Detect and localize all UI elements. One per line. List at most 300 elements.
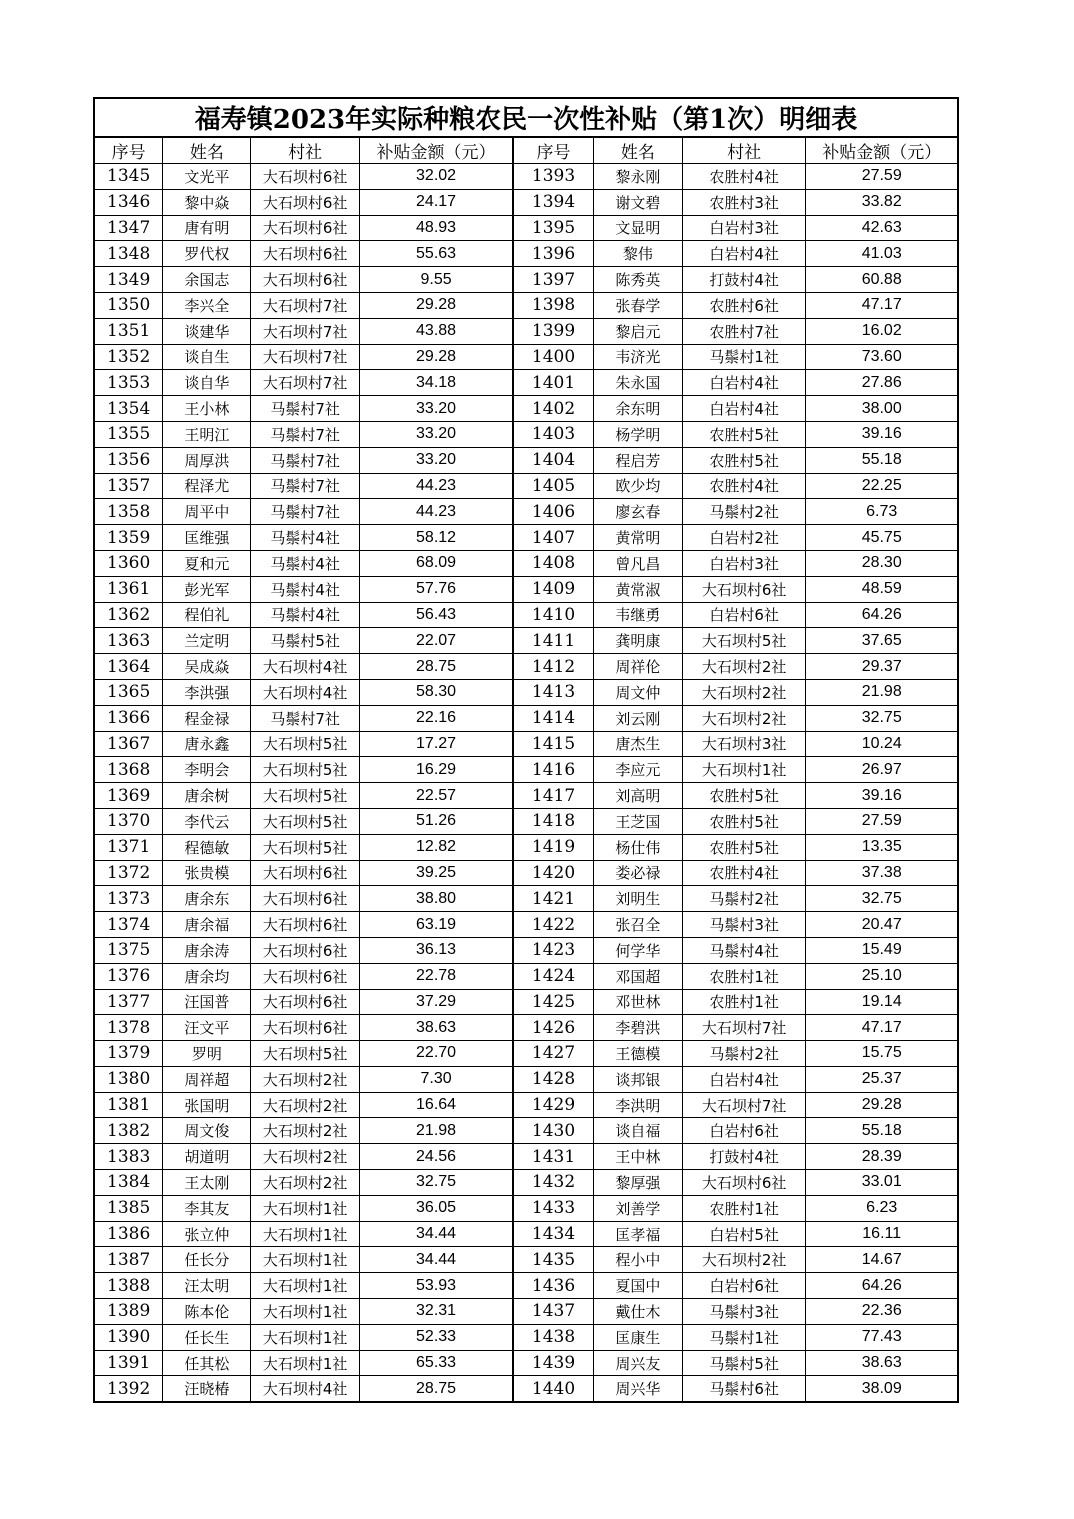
name-cell: 周平中 [163,499,251,525]
village-cell: 大石坝村6社 [251,164,359,190]
village-cell: 大石坝村7社 [251,344,359,370]
name-cell: 刘明生 [593,886,682,912]
name-cell: 娄必禄 [593,860,682,886]
name-cell: 王德模 [593,1041,682,1067]
name-cell: 黎永刚 [593,164,682,190]
name-cell: 谈邦银 [593,1066,682,1092]
name-cell: 张召全 [593,912,682,938]
amount-cell: 22.57 [359,783,513,809]
village-cell: 农胜村5社 [682,783,806,809]
header-village-right: 村社 [682,137,806,164]
table-row [94,1299,958,1325]
name-cell: 余东明 [593,396,682,422]
village-cell: 马鬃村6社 [682,1376,806,1402]
name-cell: 唐余福 [163,912,251,938]
name-cell: 杨仕伟 [593,834,682,860]
seq-cell: 1410 [513,602,593,628]
village-cell: 大石坝村5社 [251,834,359,860]
seq-cell: 1350 [94,292,163,318]
name-cell: 曾凡昌 [593,550,682,576]
village-cell: 大石坝村6社 [251,937,359,963]
name-cell: 张春学 [593,292,682,318]
table-row [94,1247,958,1273]
amount-cell: 26.97 [806,757,958,783]
village-cell: 农胜村5社 [682,834,806,860]
seq-cell: 1426 [513,1015,593,1041]
seq-cell: 1387 [94,1247,163,1273]
table-row [94,1273,958,1299]
table-row [94,912,958,938]
name-cell: 周文俊 [163,1118,251,1144]
village-cell: 打鼓村4社 [682,1144,806,1170]
seq-cell: 1393 [513,164,593,190]
seq-cell: 1351 [94,318,163,344]
amount-cell: 22.70 [359,1041,513,1067]
name-cell: 谢文碧 [593,189,682,215]
seq-cell: 1360 [94,550,163,576]
amount-cell: 39.25 [359,860,513,886]
amount-cell: 55.63 [359,241,513,267]
amount-cell: 45.75 [806,525,958,551]
amount-cell: 44.23 [359,499,513,525]
name-cell: 唐杰生 [593,731,682,757]
name-cell: 周文仲 [593,679,682,705]
seq-cell: 1385 [94,1195,163,1221]
header-row [94,137,958,164]
village-cell: 马鬃村2社 [682,886,806,912]
table-row [94,937,958,963]
name-cell: 张立仲 [163,1221,251,1247]
amount-cell: 28.30 [806,550,958,576]
table-row [94,1170,958,1196]
seq-cell: 1386 [94,1221,163,1247]
name-cell: 李明会 [163,757,251,783]
seq-cell: 1378 [94,1015,163,1041]
village-cell: 大石坝村5社 [251,757,359,783]
table-row [94,808,958,834]
village-cell: 大石坝村5社 [251,783,359,809]
name-cell: 汪国普 [163,989,251,1015]
amount-cell: 29.28 [806,1092,958,1118]
seq-cell: 1435 [513,1247,593,1273]
amount-cell: 32.75 [359,1170,513,1196]
table-row [94,1092,958,1118]
seq-cell: 1413 [513,679,593,705]
amount-cell: 41.03 [806,241,958,267]
table-row [94,1066,958,1092]
amount-cell: 32.31 [359,1299,513,1325]
village-cell: 大石坝村2社 [682,705,806,731]
seq-cell: 1383 [94,1144,163,1170]
seq-cell: 1346 [94,189,163,215]
seq-cell: 1372 [94,860,163,886]
name-cell: 邓世林 [593,989,682,1015]
village-cell: 农胜村1社 [682,963,806,989]
seq-cell: 1423 [513,937,593,963]
amount-cell: 34.44 [359,1247,513,1273]
village-cell: 马鬃村7社 [251,499,359,525]
amount-cell: 27.86 [806,370,958,396]
village-cell: 马鬃村3社 [682,1299,806,1325]
name-cell: 李碧洪 [593,1015,682,1041]
seq-cell: 1408 [513,550,593,576]
village-cell: 大石坝村7社 [251,292,359,318]
name-cell: 程泽尤 [163,473,251,499]
name-cell: 唐永鑫 [163,731,251,757]
table-row [94,499,958,525]
table-row [94,783,958,809]
name-cell: 周厚洪 [163,447,251,473]
amount-cell: 57.76 [359,576,513,602]
table-row [94,189,958,215]
header-village-left: 村社 [251,137,359,164]
village-cell: 农胜村1社 [682,989,806,1015]
seq-cell: 1412 [513,654,593,680]
village-cell: 马鬃村4社 [251,525,359,551]
amount-cell: 16.29 [359,757,513,783]
village-cell: 大石坝村2社 [251,1066,359,1092]
table-body [94,164,958,1402]
village-cell: 大石坝村6社 [682,1170,806,1196]
seq-cell: 1434 [513,1221,593,1247]
name-cell: 周兴友 [593,1350,682,1376]
village-cell: 大石坝村7社 [682,1015,806,1041]
amount-cell: 24.56 [359,1144,513,1170]
name-cell: 谈建华 [163,318,251,344]
village-cell: 大石坝村6社 [251,963,359,989]
header-name-right: 姓名 [593,137,682,164]
name-cell: 唐有明 [163,215,251,241]
village-cell: 大石坝村7社 [251,318,359,344]
name-cell: 匡康生 [593,1324,682,1350]
amount-cell: 29.28 [359,292,513,318]
amount-cell: 36.13 [359,937,513,963]
seq-cell: 1373 [94,886,163,912]
amount-cell: 51.26 [359,808,513,834]
seq-cell: 1359 [94,525,163,551]
seq-cell: 1401 [513,370,593,396]
village-cell: 白岩村4社 [682,1066,806,1092]
header-amount-left: 补贴金额（元） [359,137,513,164]
seq-cell: 1358 [94,499,163,525]
village-cell: 大石坝村2社 [682,654,806,680]
name-cell: 黎伟 [593,241,682,267]
village-cell: 马鬃村1社 [682,1324,806,1350]
seq-cell: 1399 [513,318,593,344]
name-cell: 兰定明 [163,628,251,654]
seq-cell: 1382 [94,1118,163,1144]
amount-cell: 58.12 [359,525,513,551]
amount-cell: 22.36 [806,1299,958,1325]
village-cell: 大石坝村1社 [251,1221,359,1247]
seq-cell: 1398 [513,292,593,318]
name-cell: 刘高明 [593,783,682,809]
table-row [94,215,958,241]
name-cell: 文光平 [163,164,251,190]
table-row [94,1324,958,1350]
seq-cell: 1409 [513,576,593,602]
seq-cell: 1376 [94,963,163,989]
village-cell: 大石坝村2社 [682,1247,806,1273]
village-cell: 马鬃村5社 [682,1350,806,1376]
amount-cell: 7.30 [359,1066,513,1092]
name-cell: 匡维强 [163,525,251,551]
table-row [94,1350,958,1376]
village-cell: 农胜村1社 [682,1195,806,1221]
seq-cell: 1377 [94,989,163,1015]
seq-cell: 1421 [513,886,593,912]
name-cell: 王太刚 [163,1170,251,1196]
seq-cell: 1438 [513,1324,593,1350]
village-cell: 大石坝村6社 [251,860,359,886]
table-row [94,1221,958,1247]
name-cell: 何学华 [593,937,682,963]
village-cell: 农胜村5社 [682,421,806,447]
seq-cell: 1415 [513,731,593,757]
village-cell: 大石坝村2社 [251,1118,359,1144]
amount-cell: 77.43 [806,1324,958,1350]
seq-cell: 1418 [513,808,593,834]
table-row [94,292,958,318]
seq-cell: 1436 [513,1273,593,1299]
seq-cell: 1392 [94,1376,163,1402]
table-row [94,679,958,705]
village-cell: 大石坝村2社 [251,1170,359,1196]
amount-cell: 19.14 [806,989,958,1015]
amount-cell: 22.16 [359,705,513,731]
seq-cell: 1414 [513,705,593,731]
seq-cell: 1422 [513,912,593,938]
village-cell: 大石坝村6社 [251,886,359,912]
seq-cell: 1384 [94,1170,163,1196]
table-row [94,421,958,447]
amount-cell: 32.02 [359,164,513,190]
seq-cell: 1355 [94,421,163,447]
seq-cell: 1348 [94,241,163,267]
name-cell: 罗明 [163,1041,251,1067]
amount-cell: 25.10 [806,963,958,989]
name-cell: 陈本伦 [163,1299,251,1325]
amount-cell: 21.98 [806,679,958,705]
name-cell: 欧少均 [593,473,682,499]
name-cell: 周祥超 [163,1066,251,1092]
name-cell: 汪晓椿 [163,1376,251,1402]
village-cell: 农胜村4社 [682,473,806,499]
seq-cell: 1404 [513,447,593,473]
village-cell: 大石坝村6社 [682,576,806,602]
amount-cell: 52.33 [359,1324,513,1350]
seq-cell: 1425 [513,989,593,1015]
village-cell: 大石坝村4社 [251,1376,359,1402]
amount-cell: 16.02 [806,318,958,344]
seq-cell: 1366 [94,705,163,731]
name-cell: 唐余东 [163,886,251,912]
name-cell: 韦继勇 [593,602,682,628]
seq-cell: 1431 [513,1144,593,1170]
name-cell: 王中林 [593,1144,682,1170]
seq-cell: 1400 [513,344,593,370]
village-cell: 大石坝村6社 [251,267,359,293]
table-row [94,654,958,680]
village-cell: 大石坝村6社 [251,989,359,1015]
name-cell: 谈自华 [163,370,251,396]
amount-cell: 48.93 [359,215,513,241]
seq-cell: 1440 [513,1376,593,1402]
village-cell: 马鬃村3社 [682,912,806,938]
amount-cell: 36.05 [359,1195,513,1221]
seq-cell: 1367 [94,731,163,757]
amount-cell: 28.75 [359,1376,513,1402]
name-cell: 朱永国 [593,370,682,396]
amount-cell: 42.63 [806,215,958,241]
village-cell: 大石坝村4社 [251,654,359,680]
amount-cell: 38.80 [359,886,513,912]
village-cell: 大石坝村6社 [251,1015,359,1041]
amount-cell: 60.88 [806,267,958,293]
seq-cell: 1345 [94,164,163,190]
village-cell: 大石坝村1社 [251,1195,359,1221]
village-cell: 白岩村4社 [682,396,806,422]
seq-cell: 1405 [513,473,593,499]
seq-cell: 1347 [94,215,163,241]
amount-cell: 27.59 [806,808,958,834]
name-cell: 唐余树 [163,783,251,809]
village-cell: 马鬃村4社 [251,576,359,602]
seq-cell: 1437 [513,1299,593,1325]
amount-cell: 37.65 [806,628,958,654]
amount-cell: 38.09 [806,1376,958,1402]
amount-cell: 32.75 [806,705,958,731]
seq-cell: 1397 [513,267,593,293]
village-cell: 打鼓村4社 [682,267,806,293]
amount-cell: 27.59 [806,164,958,190]
amount-cell: 21.98 [359,1118,513,1144]
amount-cell: 44.23 [359,473,513,499]
name-cell: 戴仕木 [593,1299,682,1325]
amount-cell: 38.63 [359,1015,513,1041]
village-cell: 马鬃村1社 [682,344,806,370]
village-cell: 大石坝村7社 [682,1092,806,1118]
amount-cell: 33.20 [359,396,513,422]
amount-cell: 16.64 [359,1092,513,1118]
seq-cell: 1361 [94,576,163,602]
amount-cell: 55.18 [806,447,958,473]
name-cell: 龚明康 [593,628,682,654]
name-cell: 唐余均 [163,963,251,989]
seq-cell: 1362 [94,602,163,628]
village-cell: 白岩村4社 [682,241,806,267]
seq-cell: 1433 [513,1195,593,1221]
amount-cell: 39.16 [806,421,958,447]
name-cell: 杨学明 [593,421,682,447]
table-row [94,1144,958,1170]
seq-cell: 1411 [513,628,593,654]
amount-cell: 28.39 [806,1144,958,1170]
seq-cell: 1352 [94,344,163,370]
village-cell: 白岩村4社 [682,370,806,396]
name-cell: 程小中 [593,1247,682,1273]
seq-cell: 1406 [513,499,593,525]
village-cell: 大石坝村5社 [251,1041,359,1067]
name-cell: 王芝国 [593,808,682,834]
village-cell: 白岩村2社 [682,525,806,551]
village-cell: 农胜村5社 [682,447,806,473]
name-cell: 程启芳 [593,447,682,473]
village-cell: 农胜村4社 [682,164,806,190]
amount-cell: 6.23 [806,1195,958,1221]
seq-cell: 1419 [513,834,593,860]
village-cell: 马鬃村5社 [251,628,359,654]
name-cell: 任其松 [163,1350,251,1376]
seq-cell: 1381 [94,1092,163,1118]
amount-cell: 29.28 [359,344,513,370]
village-cell: 白岩村3社 [682,550,806,576]
header-name-left: 姓名 [163,137,251,164]
table-row [94,963,958,989]
seq-cell: 1363 [94,628,163,654]
amount-cell: 55.18 [806,1118,958,1144]
seq-cell: 1365 [94,679,163,705]
table-row [94,1195,958,1221]
village-cell: 农胜村4社 [682,860,806,886]
village-cell: 大石坝村1社 [251,1247,359,1273]
village-cell: 大石坝村5社 [251,808,359,834]
name-cell: 刘善学 [593,1195,682,1221]
name-cell: 李代云 [163,808,251,834]
table-row [94,447,958,473]
name-cell: 黎中焱 [163,189,251,215]
name-cell: 李其友 [163,1195,251,1221]
amount-cell: 33.20 [359,447,513,473]
table-row [94,473,958,499]
name-cell: 余国志 [163,267,251,293]
village-cell: 大石坝村6社 [251,215,359,241]
seq-cell: 1371 [94,834,163,860]
amount-cell: 15.75 [806,1041,958,1067]
table-row [94,241,958,267]
name-cell: 邓国超 [593,963,682,989]
amount-cell: 64.26 [806,1273,958,1299]
village-cell: 马鬃村7社 [251,396,359,422]
seq-cell: 1416 [513,757,593,783]
name-cell: 胡道明 [163,1144,251,1170]
seq-cell: 1403 [513,421,593,447]
amount-cell: 73.60 [806,344,958,370]
amount-cell: 12.82 [359,834,513,860]
village-cell: 大石坝村5社 [682,628,806,654]
seq-cell: 1428 [513,1066,593,1092]
village-cell: 马鬃村7社 [251,421,359,447]
amount-cell: 48.59 [806,576,958,602]
amount-cell: 56.43 [359,602,513,628]
seq-cell: 1369 [94,783,163,809]
name-cell: 黎启元 [593,318,682,344]
village-cell: 大石坝村4社 [251,679,359,705]
seq-cell: 1374 [94,912,163,938]
seq-cell: 1432 [513,1170,593,1196]
seq-cell: 1417 [513,783,593,809]
table-row [94,1041,958,1067]
village-cell: 大石坝村2社 [251,1092,359,1118]
village-cell: 白岩村5社 [682,1221,806,1247]
table-row [94,860,958,886]
header-seq-left: 序号 [94,137,163,164]
amount-cell: 64.26 [806,602,958,628]
seq-cell: 1379 [94,1041,163,1067]
amount-cell: 33.20 [359,421,513,447]
village-cell: 白岩村6社 [682,1118,806,1144]
amount-cell: 22.07 [359,628,513,654]
